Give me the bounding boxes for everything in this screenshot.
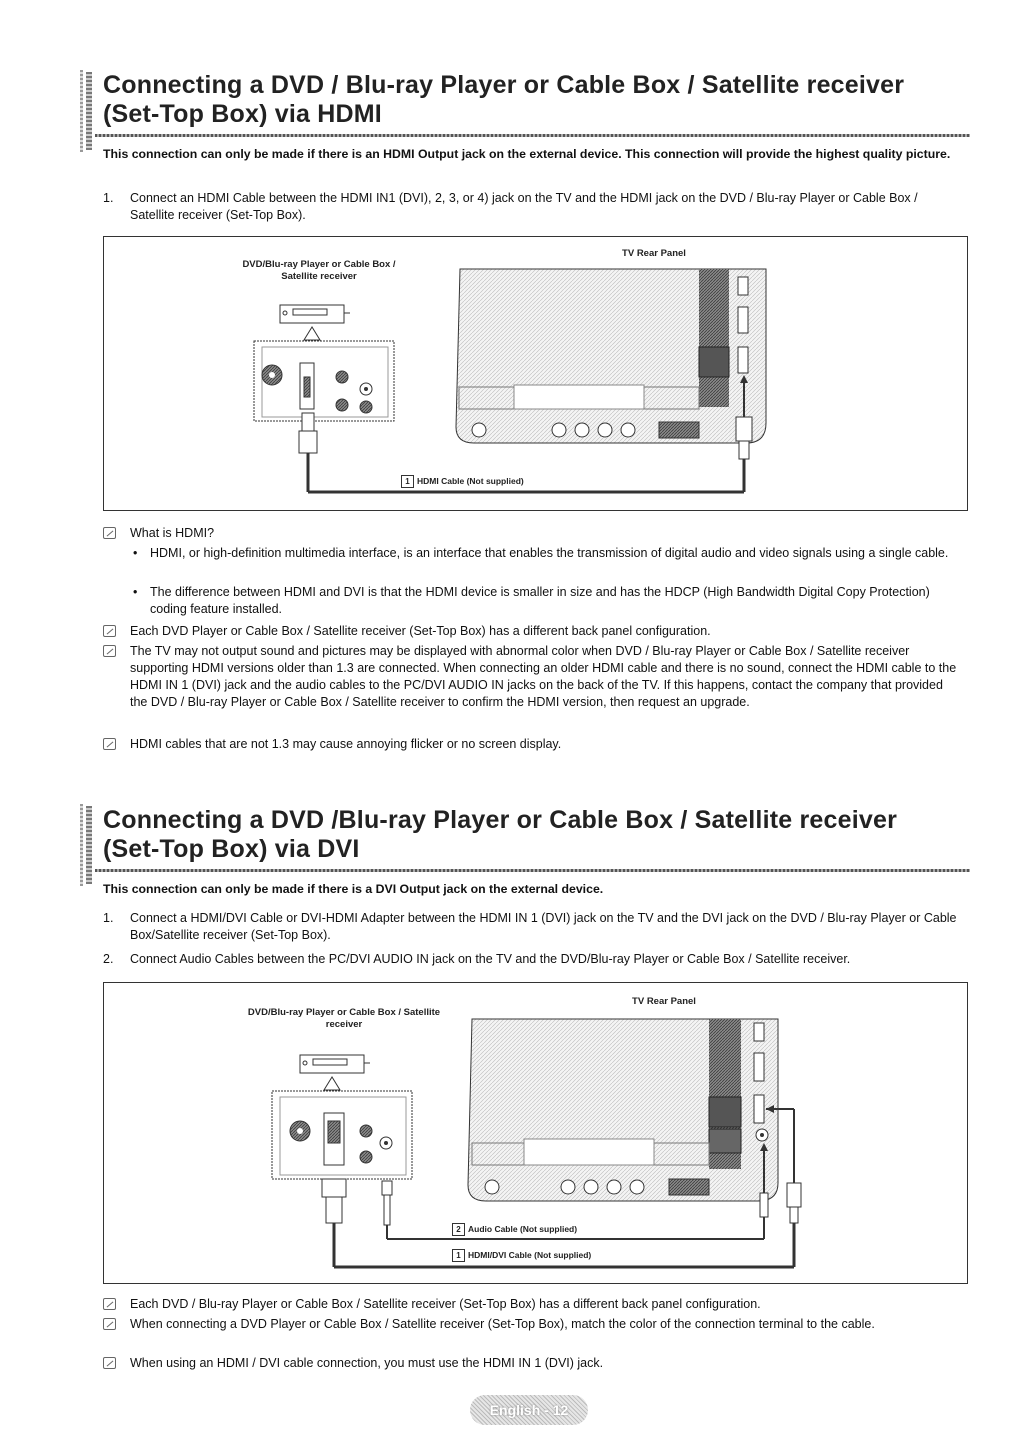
tv-rear-panel [468, 1019, 778, 1201]
note-text: What is HDMI? [130, 526, 215, 540]
note-text: HDMI cables that are not 1.3 may cause annoying flicker or no screen display. [130, 737, 562, 751]
note-icon [103, 1357, 116, 1369]
bullet-mark: • [133, 546, 138, 560]
bullet-hdmi-vs-dvi [133, 584, 963, 618]
diagram-drawing [104, 237, 967, 510]
cable-label: HDMI Cable (Not supplied) [417, 476, 524, 486]
note-icon [103, 527, 116, 539]
section1-step-1 [103, 190, 963, 224]
cable-label: HDMI/DVI Cable (Not supplied) [468, 1250, 592, 1260]
step-text: Connect Audio Cables between the PC/DVI AUDIO IN jack on the TV and the DVD/Blu-ray Player or Cable Box / Satellite receiver. [130, 952, 851, 966]
note-icon [103, 1318, 116, 1330]
device-label: DVD/Blu-ray Player or Cable Box / Satellite receiver [247, 1007, 441, 1030]
note-text: Each DVD Player or Cable Box / Satellite receiver (Set-Top Box) has a different back panel configuration. [130, 624, 711, 638]
note-back-panel [103, 623, 963, 640]
page-number-badge: English - 12 [470, 1395, 588, 1425]
player-back-panel [254, 341, 394, 421]
step-number: 1. [103, 911, 114, 925]
note-hdmi-in-1 [103, 1355, 963, 1372]
audio-cable-caption [452, 1223, 577, 1236]
section-marker [86, 806, 92, 884]
section2-step-1 [103, 910, 963, 944]
device-label: DVD/Blu-ray Player or Cable Box / Satellite receiver [242, 259, 396, 282]
tv-label: TV Rear Panel [622, 248, 686, 259]
note-flicker [103, 736, 963, 753]
note-hdmi-version [103, 643, 963, 711]
section1-intro: This connection can only be made if there is an HDMI Output jack on the external device. This connection will provide the highest quality picture. [103, 147, 951, 161]
dvd-player-icon [300, 1055, 370, 1073]
section2-title-line1: Connecting a DVD /Blu-ray Player or Cable Box / Satellite receiver [103, 806, 898, 834]
section2-step-2 [103, 951, 963, 968]
cable-number-badge: 1 [452, 1249, 465, 1262]
note-back-panel [103, 1296, 963, 1313]
hdmi-dvi-cable-caption [452, 1249, 591, 1262]
bullet-text: The difference between HDMI and DVI is that the HDMI device is smaller in size and has the HDCP (High Bandwidth Digital Copy Protection) coding feature installed. [150, 585, 930, 616]
step-text: Connect an HDMI Cable between the HDMI IN1 (DVI), 2, 3, or 4) jack on the TV and the HDMI jack on the DVD / Blu-ray Player or Cable Box / Satellite receiver (Set-Top Box). [130, 191, 918, 222]
bullet-hdmi-definition [133, 545, 963, 562]
section1-title-line2: (Set-Top Box) via HDMI [103, 100, 382, 128]
note-text: The TV may not output sound and pictures may be displayed with abnormal color when DVD / Blu-ray Player or Cable Box / Satellite receiver supporting HDMI versions older than 1.3 are connected. When connecting an older HDMI cable and there is no sound, connect the HDMI cable to the HDMI IN 1 (DVI) jack and the audio cables to the PC/DVI AUDIO IN jacks on the back of the TV. If this happens, contact the company that provided the DVD / Blu-ray Player or Cable Box / Satellite receiver to confirm the HDMI version, then request an upgrade. [130, 644, 957, 709]
section2-intro: This connection can only be made if there is a DVI Output jack on the external device. [103, 882, 604, 896]
section-marker [80, 804, 83, 886]
note-text: Each DVD / Blu-ray Player or Cable Box / Satellite receiver (Set-Top Box) has a different back panel configuration. [130, 1297, 761, 1311]
bullet-mark: • [133, 585, 138, 599]
title-rule [95, 134, 970, 137]
cable-number-badge: 2 [452, 1223, 465, 1236]
tv-label: TV Rear Panel [632, 996, 696, 1007]
note-icon [103, 1298, 116, 1310]
cable-caption [401, 475, 524, 488]
player-back-panel [272, 1091, 412, 1179]
step-number: 2. [103, 952, 114, 966]
note-match-color [103, 1316, 963, 1333]
diagram-drawing [104, 983, 967, 1283]
section-marker [86, 72, 92, 150]
dvi-connection-diagram [103, 982, 968, 1284]
note-icon [103, 625, 116, 637]
note-text: When connecting a DVD Player or Cable Box / Satellite receiver (Set-Top Box), match the color of the connection terminal to the cable. [130, 1317, 875, 1331]
section1-title-line1: Connecting a DVD / Blu-ray Player or Cable Box / Satellite receiver [103, 71, 905, 99]
cable-number-badge: 1 [401, 475, 414, 488]
note-what-is-hdmi [103, 525, 963, 542]
title-rule [95, 869, 970, 872]
note-text: When using an HDMI / DVI cable connection, you must use the HDMI IN 1 (DVI) jack. [130, 1356, 604, 1370]
section-marker [80, 70, 83, 152]
note-icon [103, 645, 116, 657]
section2-title-line2: (Set-Top Box) via DVI [103, 835, 360, 863]
step-text: Connect a HDMI/DVI Cable or DVI-HDMI Adapter between the HDMI IN 1 (DVI) jack on the TV and the DVI jack on the DVD / Blu-ray Player or Cable Box/Satellite receiver (Set-Top Box). [130, 911, 957, 942]
note-icon [103, 738, 116, 750]
bullet-text: HDMI, or high-definition multimedia interface, is an interface that enables the transmission of digital audio and video signals using a single cable. [150, 546, 949, 560]
tv-rear-panel [456, 269, 766, 443]
step-number: 1. [103, 191, 114, 205]
dvd-player-icon [280, 305, 350, 323]
hdmi-connection-diagram [103, 236, 968, 511]
cable-label: Audio Cable (Not supplied) [468, 1224, 578, 1234]
